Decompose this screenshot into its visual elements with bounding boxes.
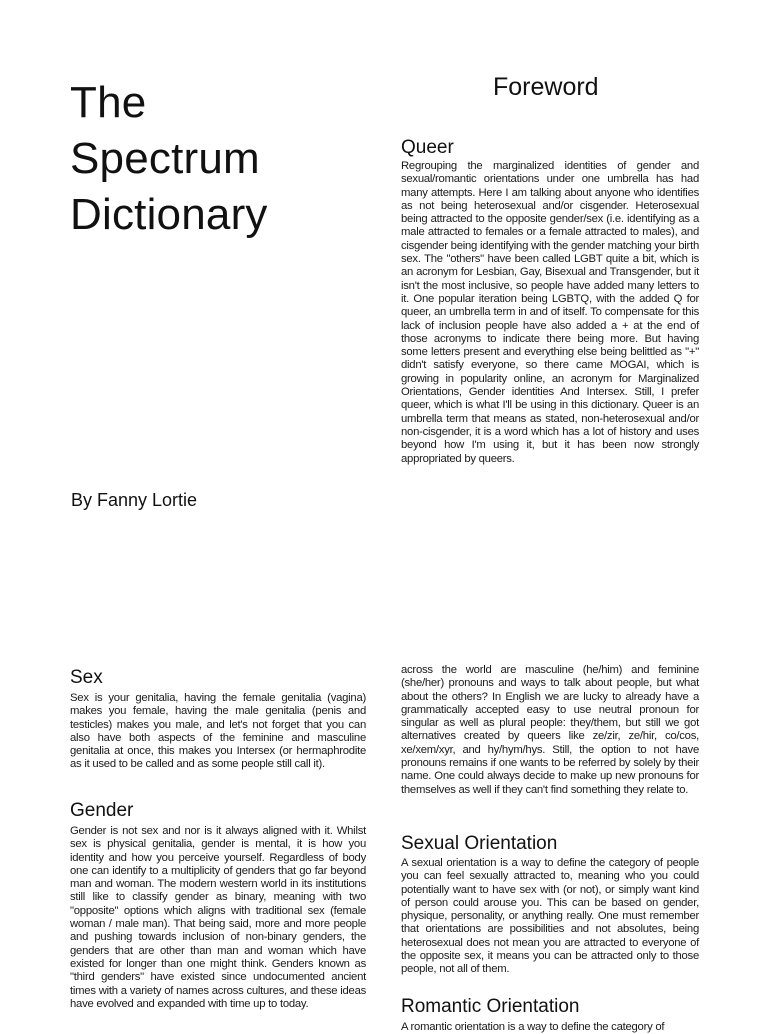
book-title-line-3: Dictionary [70,190,268,239]
queer-heading: Queer [401,137,454,158]
foreword-title: Foreword [493,73,599,101]
romantic-orientation-heading: Romantic Orientation [401,996,580,1017]
queer-section [401,137,699,466]
romantic-orientation-section [401,996,699,1033]
sex-heading: Sex [70,667,103,688]
romantic-orientation-paragraph: A romantic orientation is a way to define the category of [401,1021,665,1033]
gender-section [70,800,366,1024]
pronouns-continuation [401,664,699,797]
queer-paragraph: Regrouping the marginalized identities of gender and sexual/romantic orientations under one umbrella has had many attempts. Here I am talking about anyone who identifies as not being heterosexual and/or cisgender. Heterosexual being attracted to the opposite gender/sex (i.e. identifying as a male attracted to females or a female attracted to males), and cisgender being identifying with the gender matching your birth sex. The "others" have been called LGBT quite a bit, which is an acronym for Lesbian, Gay, Bisexual and Transgender, but it isn't the most inclusive, so people have added many letters to it. One popular iteration being LGBTQ, with the added Q for queer, an umbrella term in and of itself. To compensate for this lack of inclusion people have also added a + at the end of those acronyms to indicate there being more. But having some letters present and everything else being belittled as "+" didn't satisfy everyone, so there came MOGAI, which is growing in popularity online, an acronym for Marginalized Orientations, Gender identities And Intersex. Still, I prefer queer, which is what I'll be using in this dictionary. Queer is an umbrella term that means as stated, non-heterosexual and/or non-cisgender, it is a word which has a lot of history and uses beyond how I'm using it, but it has been now strongly appropriated by queers. [401,160,699,465]
book-title-line-2: Spectrum [70,134,260,183]
sex-paragraph: Sex is your genitalia, having the female genitalia (vagina) makes you female, having the male genitalia (penis and testicles) makes you male, and let's not forget that you can also have both aspects of the feminine and masculine genitalia at once, this makes you Intersex (or hermaphrodite as it used to be called and as some people still call it). [70,692,366,771]
sexual-orientation-heading: Sexual Orientation [401,833,558,854]
sex-section [70,667,366,772]
sexual-orientation-section [401,833,699,977]
author-byline: By Fanny Lortie [71,490,198,510]
gender-heading: Gender [70,800,134,821]
pronouns-paragraph: across the world are masculine (he/him) and feminine (she/her) pronouns and ways to talk about people, but what about the others? In English we are lucky to already have a grammatically accepted easy to use neutral pronoun for singular as well as plural people: they/them, but still we got alternatives created by queers like ze/zir, ze/hir, co/cos, xe/xem/xyr, and hy/hym/hys. Still, the option to not have pronouns remains if one wants to be referred by solely by their name. One could always decide to make up new pronouns for themselves as well if they can't find something they relate to. [401,664,699,796]
sexual-orientation-paragraph: A sexual orientation is a way to define the category of people you can feel sexually attracted to, meaning who you could potentially want to have sex with (or not), or simply want kind of person could arouse you. This can be based on gender, physique, personality, or anything really. One must remember that orientations are possibilities and not absolutes, being heterosexual does not mean you are attracted to everyone of the opposite sex, it means you can be attracted only to those people, not all of them. [401,857,699,976]
gender-paragraph: Gender is not sex and nor is it always aligned with it. Whilst sex is physical genitalia, gender is mental, it is how you identity and how you perceive yourself. Regardless of body one can identify to a multiplicity of genders that go far beyond man and woman. The modern western world in its institutions still like to classify gender as binary, meaning with two "opposite" options which aligns with traditional sex (female woman / male man). That being said, more and more people and pushing towards inclusion of non-binary genders, the genders that are other than man and woman which have existed for longer than one might think. Genders known as "third genders" have existed since undocumented ancient times with a variety of names across cultures, and these ideas have evolved and expanded with time up to today. [70,825,366,1010]
book-title [70,75,350,243]
book-title-line-1: The [70,78,147,127]
